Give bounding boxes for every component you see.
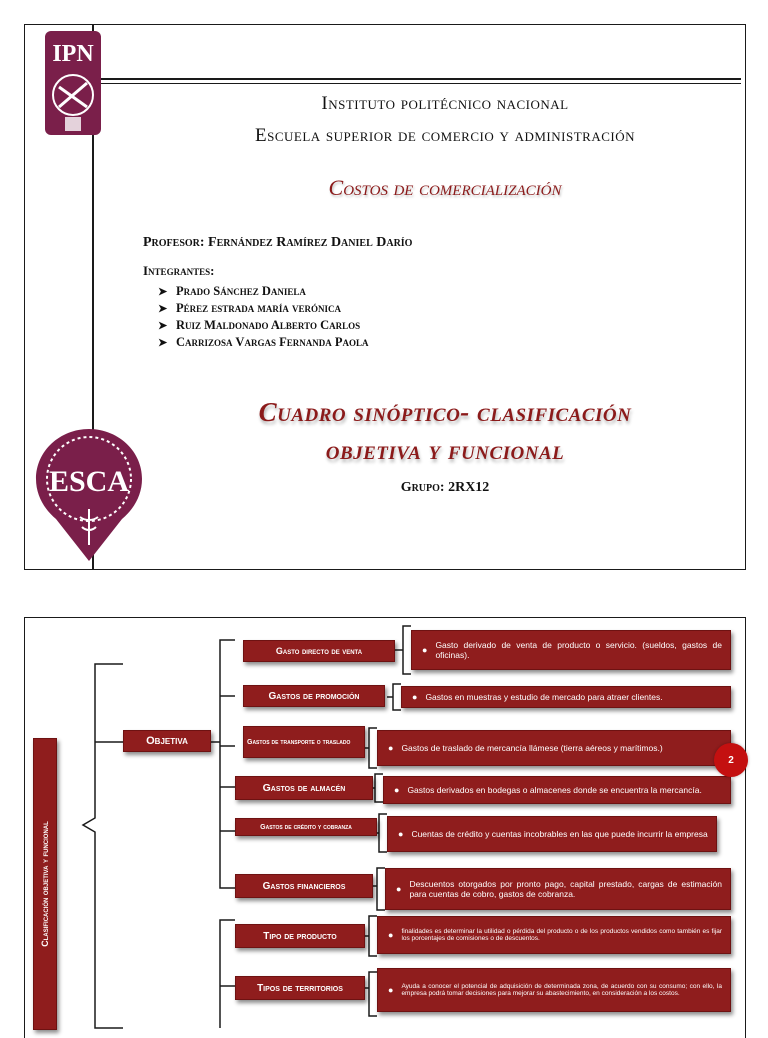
- main-title-line1: Cuadro sinóptico- clasificación: [258, 397, 632, 427]
- gastos-credito-desc: ● Cuentas de crédito y cuentas incobrables en las que puede incurrir la empresa: [387, 816, 717, 852]
- esca-logo: [30, 425, 148, 565]
- tipo-producto-desc: ● finalidades es determinar la utilidad o pérdida del producto o de los productos vendidos como también es fijar los porcentajes de comisiones o de descuentos.: [377, 916, 731, 954]
- gastos-almacen-box: Gastos de almacén: [235, 776, 373, 800]
- members-heading: Integrantes:: [143, 263, 215, 278]
- page-number-badge: 2: [714, 743, 748, 777]
- header-rule-thin: [92, 83, 741, 84]
- school-name: Escuela superior de comercio y administración: [255, 125, 635, 146]
- bullet-icon: ●: [398, 829, 404, 839]
- bullet-icon: ●: [388, 985, 394, 995]
- gastos-transporte-box: Gastos de transporte o traslado: [243, 726, 365, 758]
- svg-text:ESCA: ESCA: [48, 465, 130, 498]
- bullet-icon: ●: [396, 884, 402, 894]
- cover-page: [24, 24, 746, 570]
- diagram-page: [24, 617, 746, 1038]
- objetiva-box: Objetiva: [123, 730, 211, 752]
- course-title: Costos de comercialización: [328, 175, 562, 200]
- tipos-territorios-desc: ● Ayuda a conocer el potencial de adquisición de determinada zona, de acuerdo con su consumo; con ello, la empresa podrá tomar decisiones para mejorar su abastecimiento, en consideración a los costos.: [377, 968, 731, 1012]
- gastos-almacen-desc: ● Gastos derivados en bodegas o almacenes donde se encuentra la mercancía.: [383, 776, 731, 804]
- gastos-credito-box: Gastos de crédito y cobranza: [235, 818, 377, 836]
- arrow-bullet-icon: ➤: [158, 320, 168, 332]
- bullet-icon: ●: [422, 645, 428, 655]
- list-item: ➤ Ruiz Maldonado Alberto Carlos: [158, 317, 369, 334]
- members-list: [158, 283, 369, 351]
- header-rule: [92, 78, 741, 80]
- gastos-financieros-box: Gastos financieros: [235, 874, 373, 898]
- gastos-promocion-box: Gastos de promoción: [243, 685, 385, 707]
- gastos-financieros-desc: ● Descuentos otorgados por pronto pago, capital prestado, cargas de estimación para cuentas de cobro, gastos de cobranza.: [385, 868, 731, 910]
- svg-text:IPN: IPN: [52, 41, 94, 67]
- list-item: ➤ Pérez estrada maría verónica: [158, 300, 369, 317]
- list-item: ➤ Prado Sánchez Daniela: [158, 283, 369, 300]
- bullet-icon: ●: [412, 692, 418, 702]
- professor: Profesor: Fernández Ramírez Daniel Darío: [143, 235, 413, 250]
- arrow-bullet-icon: ➤: [158, 303, 168, 315]
- bullet-icon: ●: [388, 930, 394, 940]
- ipn-logo: [35, 25, 113, 145]
- group-label: Grupo: 2RX12: [400, 480, 490, 495]
- institute-name: Instituto politécnico nacional: [321, 93, 569, 114]
- bullet-icon: ●: [388, 743, 394, 753]
- gasto-directo-venta-desc: ● Gasto derivado de venta de producto o servicio. (sueldos, gastos de oficinas).: [411, 630, 731, 670]
- root-classification-box: Clasificación objetiva y funcional: [33, 738, 57, 1030]
- arrow-bullet-icon: ➤: [158, 337, 168, 349]
- list-item: ➤ Carrizosa Vargas Fernanda Paola: [158, 334, 369, 351]
- bullet-icon: ●: [394, 785, 400, 795]
- gastos-transporte-desc: ● Gastos de traslado de mercancía llámese (tierra aéreos y marítimos.): [377, 730, 731, 766]
- main-title-line2: objetiva y funcional: [325, 435, 565, 465]
- gastos-promocion-desc: ● Gastos en muestras y estudio de mercado para atraer clientes.: [401, 686, 731, 708]
- gasto-directo-venta-box: Gasto directo de venta: [243, 640, 395, 662]
- arrow-bullet-icon: ➤: [158, 286, 168, 298]
- tipo-producto-box: Tipo de producto: [235, 924, 365, 948]
- tipos-territorios-box: Tipos de territorios: [235, 976, 365, 1000]
